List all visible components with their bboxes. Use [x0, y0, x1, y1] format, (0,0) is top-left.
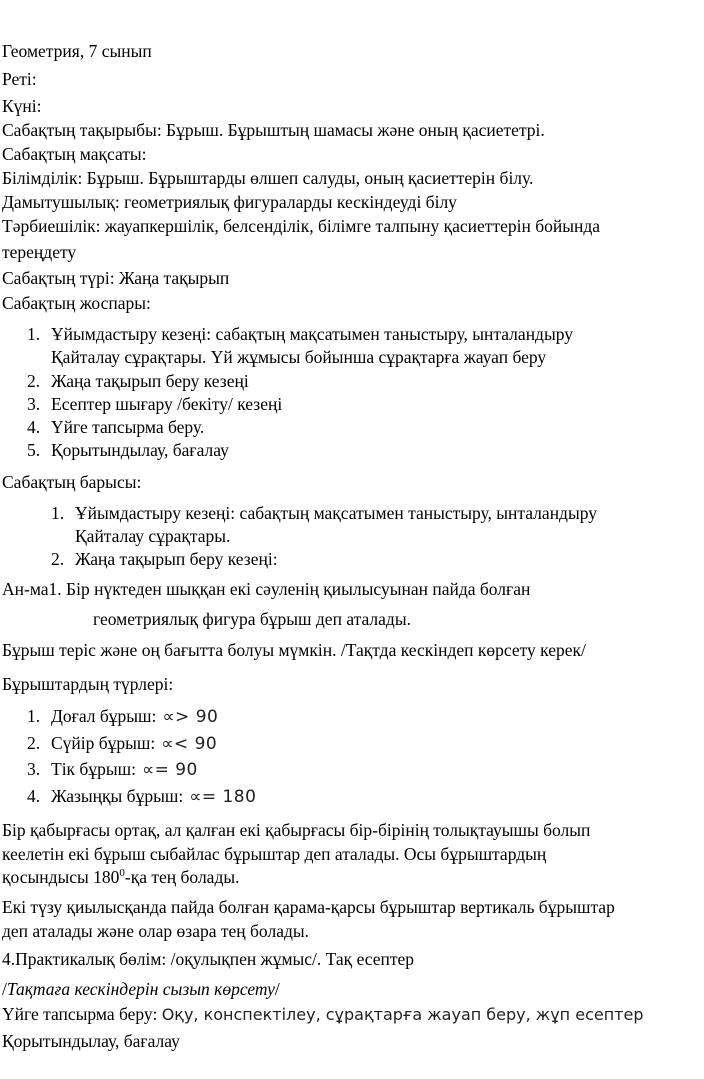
list-item — [27, 757, 198, 782]
angle-formula: ∝> 90 — [162, 707, 219, 727]
vertical-angles-line2: деп аталады және олар өзара тең болады. — [2, 921, 309, 941]
degree-superscript: 0 — [119, 867, 125, 879]
goals-heading: Сабақтың мақсаты: — [2, 144, 147, 164]
angle-types-heading: Бұрыштардың түрлері: — [2, 674, 174, 694]
list-item — [51, 547, 278, 571]
angle-type-label: Доғал бұрыш: — [51, 706, 157, 726]
goal-developmental: Дамытушылық: геометриялық фигураларды кескіндеуді білу — [2, 192, 457, 212]
list-number: 1. — [51, 503, 65, 523]
list-item — [27, 322, 573, 346]
list-text: Жаңа тақырып беру кезеңі: — [75, 549, 278, 569]
list-number: 2. — [27, 371, 41, 391]
list-item — [27, 704, 218, 729]
progress-heading: Сабақтың барысы: — [2, 472, 142, 492]
goal-upbringing-line2: тереңдету — [2, 242, 77, 262]
board-note-open: / — [2, 979, 7, 999]
angle-formula: ∝< 90 — [161, 734, 218, 754]
list-text: Ұйымдастыру кезеңі: сабақтың мақсатымен таныстыру, ынталандыру — [51, 324, 573, 344]
list-number: 1. — [27, 324, 41, 344]
adjacent-sum-suffix: -қа тең болады. — [124, 867, 240, 887]
list-text: Қайталау сұрақтары. — [75, 526, 231, 546]
angle-formula: ∝= 180 — [189, 787, 257, 807]
list-item-continuation — [51, 345, 546, 369]
list-text: Үйге тапсырма беру. — [51, 417, 205, 437]
list-item — [27, 415, 204, 439]
summary-line: Қорытындылау, бағалау — [2, 1031, 180, 1051]
list-number: 3. — [27, 394, 41, 414]
list-item — [27, 784, 256, 809]
list-item — [27, 392, 282, 416]
vertical-angles-line1: Екі түзу қиылысқанда пайда болған қарама-қарсы бұрыштар вертикаль бұрыштар — [2, 897, 615, 917]
practical-section: 4.Практикалық бөлім: /оқулықпен жұмыс/. Тақ есептер — [2, 949, 415, 969]
list-text: Жаңа тақырып беру кезеңі — [51, 371, 249, 391]
adjacent-sum-text: қосындысы 180 — [2, 867, 120, 887]
adjacent-angles-line1: Бір қабырғасы ортақ, ал қалған екі қабырғасы бір-бірінің толықтауышы болып — [2, 820, 591, 840]
board-note — [2, 977, 280, 1001]
list-item — [27, 369, 249, 393]
direction-note: Бұрыш теріс және оң бағытта болуы мүмкін. /Тақтда кескіндеп көрсету керек/ — [2, 640, 586, 660]
list-text: Ұйымдастыру кезеңі: сабақтың мақсатымен таныстыру, ынталандыру — [75, 503, 597, 523]
list-item-continuation — [75, 524, 230, 548]
angle-type-label: Сүйір бұрыш: — [51, 733, 156, 753]
homework-label: Үйге тапсырма беру: — [2, 1004, 162, 1024]
list-number: 2. — [27, 733, 41, 753]
homework-line — [2, 1002, 644, 1027]
list-number: 5. — [27, 440, 41, 460]
list-item — [27, 438, 229, 462]
goal-educational: Білімділік: Бұрыш. Бұрыштарды өлшеп салуды, оның қасиеттерін білу. — [2, 168, 534, 188]
list-item — [27, 731, 217, 756]
goal-upbringing-line1: Тәрбиешілік: жауапкершілік, белсенділік, білімге талпыну қасиеттерін бойында — [2, 216, 601, 236]
angle-type-label: Тік бұрыш: — [51, 759, 136, 779]
definition-line1: Ан-ма1. Бір нүктеден шыққан екі сәуленің қиылысуынан пайда болған — [2, 579, 531, 599]
date-label: Күні: — [2, 96, 42, 116]
definition-line2: геометриялық фигура бұрыш деп аталады. — [93, 609, 411, 629]
adjacent-angles-line3 — [2, 865, 239, 889]
order-label: Реті: — [2, 69, 37, 89]
adjacent-angles-line2: кеелетін екі бұрыш сыбайлас бұрыштар деп аталады. Осы бұрыштардың — [2, 844, 547, 864]
plan-heading: Сабақтың жоспары: — [2, 293, 151, 313]
list-number: 1. — [27, 706, 41, 726]
list-number: 4. — [27, 417, 41, 437]
angle-type-label: Жазыңқы бұрыш: — [51, 786, 184, 806]
list-text: Қайталау сұрақтары. Үй жұмысы бойынша сұрақтарға жауап беру — [51, 347, 547, 367]
board-note-close: / — [274, 979, 280, 999]
angle-formula: ∝= 90 — [141, 760, 198, 780]
list-text: Қорытындылау, бағалау — [51, 440, 229, 460]
lesson-topic: Сабақтың тақырыбы: Бұрыш. Бұрыштың шамасы және оның қасиететрі. — [2, 120, 545, 140]
document-title: Геометрия, 7 сынып — [2, 41, 152, 61]
homework-text: Оқу, конспектілеу, сұрақтарға жауап беру, жұп есептер — [161, 1005, 644, 1024]
list-number: 2. — [51, 549, 65, 569]
list-item — [51, 501, 597, 525]
list-text: Есептер шығару /бекіту/ кезеңі — [51, 394, 283, 414]
lesson-type: Сабақтың түрі: Жаңа тақырып — [2, 268, 230, 288]
board-note-text: Тақтаға кескіндерін сызып көрсету — [6, 979, 275, 999]
list-number: 4. — [27, 786, 41, 806]
list-number: 3. — [27, 759, 41, 779]
